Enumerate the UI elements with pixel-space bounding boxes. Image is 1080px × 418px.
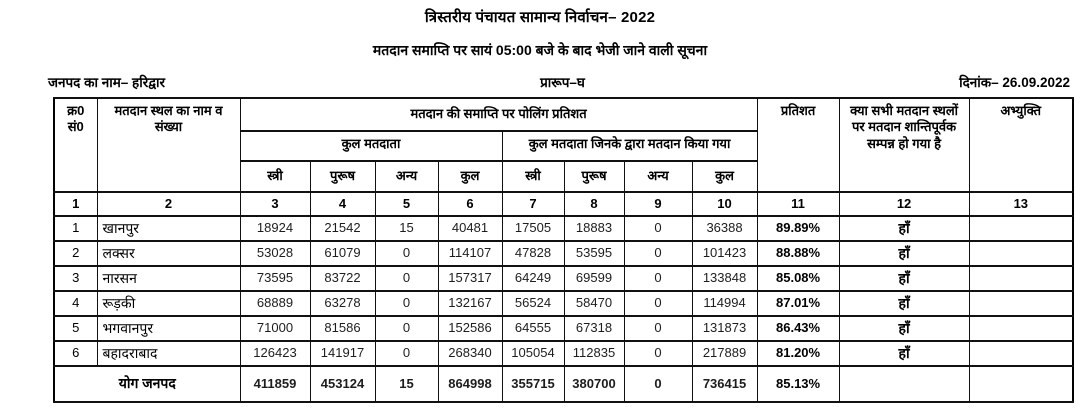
cell: 864998 — [438, 366, 502, 402]
column-number-row — [54, 192, 1073, 216]
cell: 21542 — [310, 216, 375, 241]
cell: 71000 — [240, 316, 310, 341]
cell: 67318 — [564, 316, 624, 341]
cell: 0 — [375, 341, 438, 366]
table-row — [54, 341, 1073, 366]
cell-remarks — [969, 216, 1073, 241]
cell: 17505 — [502, 216, 564, 241]
cell-peaceful: हाँ — [839, 216, 969, 241]
cell: 0 — [375, 241, 438, 266]
col-number: 9 — [624, 192, 692, 216]
cell-serial: 3 — [54, 266, 97, 291]
cell: 157317 — [438, 266, 502, 291]
cell-station-name: बहादराबाद — [97, 341, 240, 366]
col-number: 8 — [564, 192, 624, 216]
cell: 141917 — [310, 341, 375, 366]
header-female: स्त्री — [240, 161, 310, 192]
cell-remarks — [969, 341, 1073, 366]
cell: 58470 — [564, 291, 624, 316]
cell: 131873 — [692, 316, 757, 341]
header-remarks: अभ्युक्ति — [969, 98, 1073, 192]
cell: 0 — [624, 266, 692, 291]
cell-peaceful: हाँ — [839, 291, 969, 316]
header-male-voted: पुरूष — [564, 161, 624, 192]
cell-remarks — [969, 291, 1073, 316]
cell: 355715 — [502, 366, 564, 402]
cell: 736415 — [692, 366, 757, 402]
cell: 0 — [624, 366, 692, 402]
col-number: 7 — [502, 192, 564, 216]
results-table — [53, 97, 1074, 403]
cell: 36388 — [692, 216, 757, 241]
header-peaceful: क्या सभी मतदान स्थलों पर मतदान शान्तिपूर्वक सम्पन्न हो गया है — [839, 98, 969, 192]
cell-station-name: खानपुर — [97, 216, 240, 241]
cell-peaceful: हाँ — [839, 316, 969, 341]
cell-serial: 2 — [54, 241, 97, 266]
cell-remarks — [969, 316, 1073, 341]
doc-title: त्रिस्तरीय पंचायत सामान्य निर्वाचन– 2022 — [424, 9, 656, 26]
col-number: 13 — [969, 192, 1073, 216]
table-row — [54, 316, 1073, 341]
cell-serial: 6 — [54, 341, 97, 366]
cell-percent: 89.89% — [757, 216, 839, 241]
col-number: 6 — [438, 192, 502, 216]
cell-percent: 86.43% — [757, 316, 839, 341]
cell-percent: 88.88% — [757, 241, 839, 266]
cell-remarks — [969, 266, 1073, 291]
cell: 63278 — [310, 291, 375, 316]
col-number: 5 — [375, 192, 438, 216]
cell-serial: 1 — [54, 216, 97, 241]
cell: 15 — [375, 366, 438, 402]
cell: 152586 — [438, 316, 502, 341]
cell-station-name: भगवानपुर — [97, 316, 240, 341]
cell: 114994 — [692, 291, 757, 316]
cell: 18924 — [240, 216, 310, 241]
cell: 114107 — [438, 241, 502, 266]
header-total-voted: कुल — [692, 161, 757, 192]
header-other-voted: अन्य — [624, 161, 692, 192]
cell-peaceful: हाँ — [839, 241, 969, 266]
col-number: 10 — [692, 192, 757, 216]
cell-peaceful — [839, 366, 969, 402]
cell-station-name: नारसन — [97, 266, 240, 291]
cell: 0 — [375, 291, 438, 316]
cell: 68889 — [240, 291, 310, 316]
cell-serial: 5 — [54, 316, 97, 341]
cell: 53028 — [240, 241, 310, 266]
cell: 64249 — [502, 266, 564, 291]
cell: 18883 — [564, 216, 624, 241]
header-serial: क्र0 सं0 — [54, 98, 97, 192]
cell: 105054 — [502, 341, 564, 366]
cell: 126423 — [240, 341, 310, 366]
cell: 83722 — [310, 266, 375, 291]
table-row — [54, 291, 1073, 316]
cell: 453124 — [310, 366, 375, 402]
header-percent: प्रतिशत — [757, 98, 839, 192]
header-total: कुल — [438, 161, 502, 192]
cell: 0 — [624, 291, 692, 316]
header-male: पुरूष — [310, 161, 375, 192]
cell: 0 — [624, 241, 692, 266]
cell-percent: 87.01% — [757, 291, 839, 316]
cell: 56524 — [502, 291, 564, 316]
header-station-name: मतदान स्थल का नाम व संख्या — [97, 98, 240, 192]
cell-station-name: लक्सर — [97, 241, 240, 266]
meta-row — [0, 73, 1080, 93]
col-number: 4 — [310, 192, 375, 216]
cell-remarks — [969, 366, 1073, 402]
cell: 217889 — [692, 341, 757, 366]
col-number: 3 — [240, 192, 310, 216]
cell: 0 — [375, 266, 438, 291]
cell: 268340 — [438, 341, 502, 366]
form-label: प्रारूप–घ — [540, 75, 585, 90]
header-total-voters-group: कुल मतदाता — [240, 131, 502, 161]
cell-peaceful: हाँ — [839, 341, 969, 366]
cell: 101423 — [692, 241, 757, 266]
cell-station-name: रूड़की — [97, 291, 240, 316]
cell: 40481 — [438, 216, 502, 241]
col-number: 11 — [757, 192, 839, 216]
cell-remarks — [969, 241, 1073, 266]
cell: 81586 — [310, 316, 375, 341]
cell: 64555 — [502, 316, 564, 341]
table-row — [54, 241, 1073, 266]
col-number: 1 — [54, 192, 97, 216]
header-row-1 — [54, 98, 1073, 131]
cell: 132167 — [438, 291, 502, 316]
total-row — [54, 366, 1073, 402]
cell-percent: 85.08% — [757, 266, 839, 291]
cell-peaceful: हाँ — [839, 266, 969, 291]
cell-serial: 4 — [54, 291, 97, 316]
cell: 15 — [375, 216, 438, 241]
cell-percent: 85.13% — [757, 366, 839, 402]
table-row — [54, 266, 1073, 291]
cell: 73595 — [240, 266, 310, 291]
cell: 53595 — [564, 241, 624, 266]
doc-subtitle: मतदान समाप्ति पर सायं 05:00 बजे के बाद भेजी जाने वाली सूचना — [372, 42, 708, 58]
cell: 0 — [624, 341, 692, 366]
header-female-voted: स्त्री — [502, 161, 564, 192]
cell: 0 — [624, 216, 692, 241]
header-polling-percent-group: मतदान की समाप्ति पर पोलिंग प्रतिशत — [240, 98, 757, 131]
cell: 0 — [624, 316, 692, 341]
header-voted-group: कुल मतदाता जिनके द्वारा मतदान किया गया — [502, 131, 757, 161]
district-label: जनपद का नाम– हरिद्वार — [48, 75, 165, 90]
cell: 411859 — [240, 366, 310, 402]
total-label: योग जनपद — [54, 366, 240, 402]
cell: 133848 — [692, 266, 757, 291]
date-label: दिनांक– 26.09.2022 — [959, 75, 1070, 90]
cell: 61079 — [310, 241, 375, 266]
cell: 47828 — [502, 241, 564, 266]
cell: 0 — [375, 316, 438, 341]
cell: 380700 — [564, 366, 624, 402]
header-other: अन्य — [375, 161, 438, 192]
cell: 69599 — [564, 266, 624, 291]
cell-percent: 81.20% — [757, 341, 839, 366]
col-number: 2 — [97, 192, 240, 216]
table-row — [54, 216, 1073, 241]
cell: 112835 — [564, 341, 624, 366]
col-number: 12 — [839, 192, 969, 216]
